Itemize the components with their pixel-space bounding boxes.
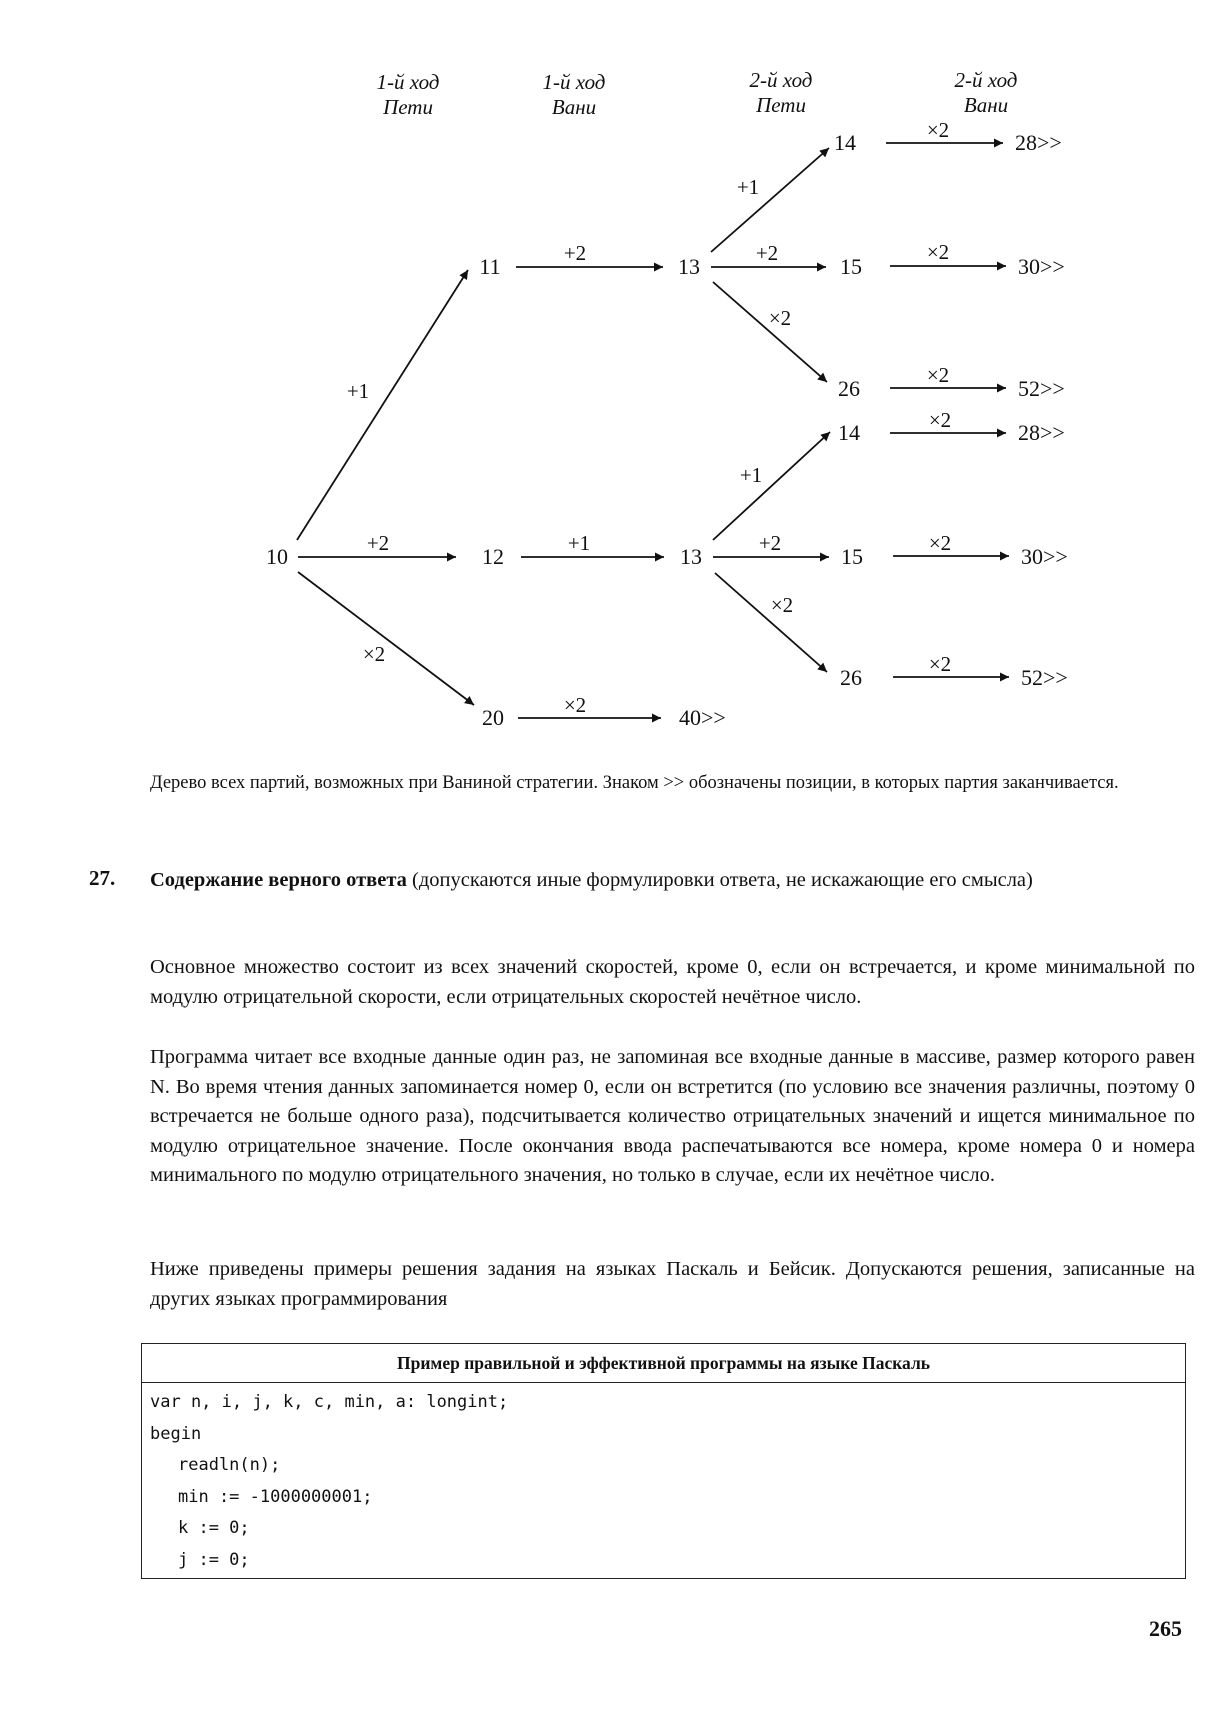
- node-40-end: 40>>: [679, 705, 726, 730]
- edge-10-11: [297, 270, 468, 540]
- header-move-1-line1: 1-й ход: [376, 70, 440, 94]
- task-heading-bold: Содержание верного ответа: [150, 869, 407, 891]
- edge-13a-14: [711, 148, 829, 252]
- column-headers: [377, 68, 1018, 119]
- label-15a-30: ×2: [926, 240, 950, 264]
- code-line: begin: [150, 1423, 202, 1444]
- answer-paragraph-2: Программа читает все входные данные один раз, не запоминая все входные данные в массиве, размер которого равен N. Во время чтения данных запоминается номер 0, если он встретится (по условию все значения различны, поэтому 0 встречается не больше одного раза), подсчитывается количество отрицательных значений и ищется минимальное по модулю отрицательное значение. После окончания ввода распечатываются все номера, кроме номера 0 и номера минимального по модулю отрицательного значения, но только в случае, если их нечётное число.: [150, 1046, 1195, 1186]
- label-20-40: ×2: [563, 693, 587, 717]
- label-13b-14: +1: [739, 463, 763, 487]
- label-13b-15: +2: [758, 531, 782, 555]
- node-15-lower: 15: [841, 544, 863, 569]
- label-10-11: +1: [346, 379, 370, 403]
- node-28-lower-end: 28>>: [1018, 420, 1065, 445]
- node-28-upper-end: 28>>: [1015, 130, 1062, 155]
- header-move-1-line2: Пети: [383, 95, 433, 119]
- node-14-lower: 14: [838, 420, 860, 445]
- node-10: 10: [266, 544, 288, 569]
- answer-paragraph-3: Ниже приведены примеры решения задания на языках Паскаль и Бейсик. Допускаются решения, записанные на других языках программирования: [150, 1258, 1195, 1310]
- node-15-upper: 15: [840, 254, 862, 279]
- label-10-12: +2: [366, 531, 390, 555]
- code-line: j := 0;: [178, 1549, 250, 1570]
- node-30-lower-end: 30>>: [1021, 544, 1068, 569]
- diagram-caption: Дерево всех партий, возможных при Ваниной стратегии. Знаком >> обозначены позиции, в которых партия заканчивается.: [150, 773, 1119, 793]
- code-line: min := -1000000001;: [178, 1486, 373, 1507]
- node-20: 20: [482, 705, 504, 730]
- label-13a-26: ×2: [768, 306, 792, 330]
- label-13b-26: ×2: [770, 593, 794, 617]
- edge-13a-26: [713, 282, 827, 382]
- tree-edges: [297, 143, 1009, 718]
- label-12-13: +1: [567, 531, 591, 555]
- node-11: 11: [479, 254, 501, 279]
- code-block: [142, 1383, 1185, 1576]
- task-heading-rest: (допускаются иные формулировки ответа, не искажающие его смысла): [406, 869, 1033, 891]
- node-26-lower: 26: [840, 665, 862, 690]
- header-move-2-line2: Вани: [551, 95, 597, 119]
- header-move-3-line1: 2-й ход: [749, 68, 813, 92]
- label-26a-52: ×2: [926, 363, 950, 387]
- label-11-13: +2: [563, 241, 587, 265]
- code-line: var n, i, j, k, c, min, a: longint;: [150, 1392, 509, 1412]
- header-move-2-line1: 1-й ход: [542, 70, 606, 94]
- node-30-upper-end: 30>>: [1018, 254, 1065, 279]
- header-move-4-line2: Вани: [963, 93, 1009, 117]
- node-26-upper: 26: [838, 376, 860, 401]
- code-line: readln(n);: [178, 1455, 281, 1475]
- edge-13b-26: [715, 573, 827, 672]
- node-13-lower: 13: [680, 544, 702, 569]
- edge-labels: [347, 118, 951, 717]
- program-example-box: [141, 1343, 1186, 1579]
- header-move-4-line1: 2-й ход: [954, 68, 1018, 92]
- label-13a-14: +1: [736, 175, 760, 199]
- node-52-lower-end: 52>>: [1021, 665, 1068, 690]
- label-26b-52: ×2: [928, 652, 952, 676]
- node-14-upper: 14: [834, 130, 856, 155]
- label-13a-15: +2: [755, 241, 779, 265]
- label-14b-28: ×2: [928, 408, 952, 432]
- edge-13b-14: [713, 432, 830, 540]
- label-15b-30: ×2: [928, 531, 952, 555]
- game-tree-diagram: [0, 0, 1222, 760]
- task-number: 27.: [89, 866, 116, 890]
- task-heading: [150, 866, 1195, 895]
- page-number: 265: [1149, 1616, 1182, 1641]
- node-12: 12: [482, 544, 504, 569]
- label-10-20: ×2: [362, 642, 386, 666]
- node-52-upper-end: 52>>: [1018, 376, 1065, 401]
- header-move-3-line2: Пети: [756, 93, 806, 117]
- node-13-upper: 13: [678, 254, 700, 279]
- code-line: k := 0;: [178, 1518, 250, 1538]
- label-14a-28: ×2: [926, 118, 950, 142]
- answer-paragraph-1: Основное множество состоит из всех значений скоростей, кроме 0, если он встречается, и кроме минимальной по модулю отрицательной скорости, если отрицательных скоростей нечётное число.: [150, 956, 1195, 1008]
- edge-10-20: [298, 572, 474, 705]
- program-title: Пример правильной и эффективной программы на языке Паскаль: [142, 1344, 1185, 1383]
